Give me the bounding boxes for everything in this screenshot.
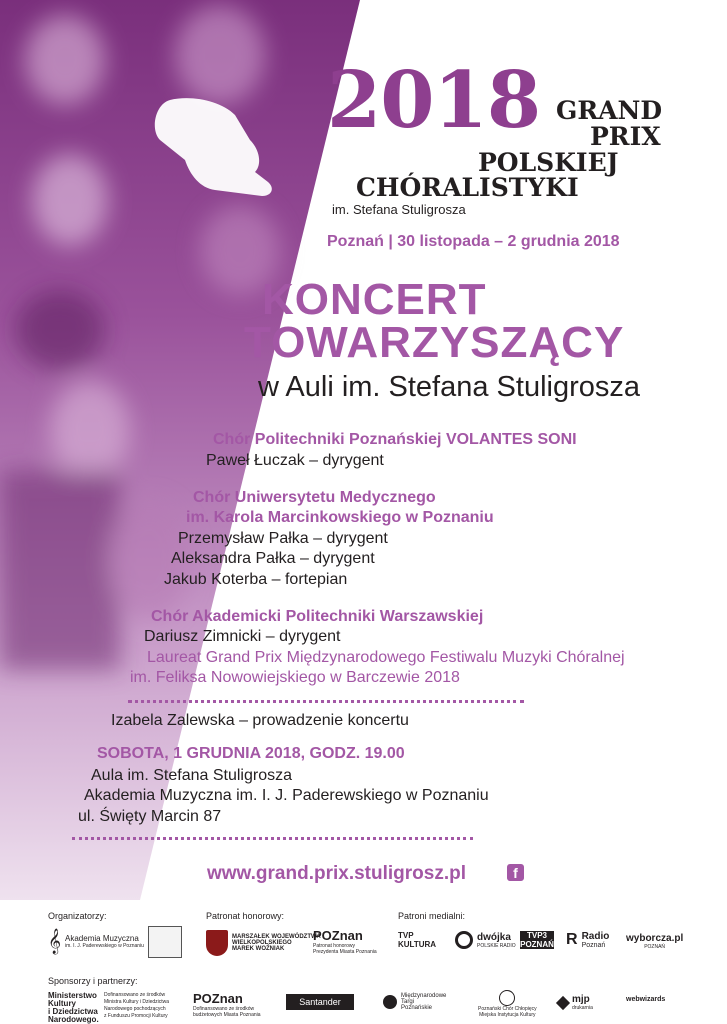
media-text: Radio xyxy=(581,931,610,942)
facebook-icon[interactable]: f xyxy=(507,864,524,881)
pcch-emblem-icon xyxy=(499,990,515,1006)
sponsor-logo-ministerstwo xyxy=(48,992,99,1024)
choir-2-name-line1: Chór Uniwersytetu Medycznego xyxy=(193,489,436,506)
event-address-line: ul. Święty Marcin 87 xyxy=(78,808,222,825)
sponsor-text: Kultury xyxy=(48,999,76,1008)
media-logo-tvp-kultura: TVP KULTURA xyxy=(398,931,437,949)
choir-2-name-line2: im. Karola Marcinkowskiego w Poznaniu xyxy=(186,509,494,526)
sponsor-logo-webwizards: webwizards xyxy=(626,996,666,1003)
choir-3-person: Dariusz Zimnicki – dyrygent xyxy=(144,628,341,645)
sponsor-text: POZnan xyxy=(193,991,243,1006)
media-logo-tvp3: TVP3 POZNAŃ xyxy=(520,931,554,949)
choir-3-name: Chór Akademicki Politechniki Warszawskiej xyxy=(151,608,484,625)
concert-title-line1: KONCERT xyxy=(262,275,487,324)
organizer-subname: im. I. J. Paderewskiego w Poznaniu xyxy=(65,942,144,949)
sponsor-logo-santander: Santander xyxy=(286,994,354,1010)
sponsor-text: Miejska Instytucja Kultury xyxy=(479,1012,536,1018)
title-choralistyki: CHÓRALISTYKI xyxy=(356,173,579,202)
title-grand: GRAND xyxy=(556,96,663,125)
choir-1-name: Chór Politechniki Poznańskiej VOLANTES SONI xyxy=(213,431,577,448)
media-text: POLSKIE RADIO xyxy=(477,942,516,949)
organizers-label: Organizatorzy: xyxy=(48,911,107,921)
media-text: Poznań xyxy=(581,942,606,949)
media-logo-dwojka xyxy=(455,931,516,949)
sponsor-logo-chor-chlopiecy xyxy=(478,990,537,1018)
honorary-logo-marszalek xyxy=(206,930,321,956)
year-title: 2018 xyxy=(327,55,541,146)
sponsor-text: Narodowego pochodzących xyxy=(104,1006,166,1012)
sponsor-text: Ministerstwo xyxy=(48,991,97,1000)
media-logo-radio-poznan xyxy=(566,931,609,949)
venue-title: w Auli im. Stefana Stuligrosza xyxy=(258,371,641,403)
sponsor-logo-mjp xyxy=(558,994,593,1011)
media-logo-wyborcza xyxy=(626,933,683,950)
mtp-circle-icon xyxy=(383,995,397,1009)
concert-title-line2: TOWARZYSZĄCY xyxy=(244,318,625,367)
title-prix: PRIX xyxy=(590,122,661,151)
sponsor-text: budżetowych Miasta Poznania xyxy=(193,1012,261,1018)
media-label: Patroni medialni: xyxy=(398,911,466,921)
sponsor-text: mjp xyxy=(572,994,590,1005)
choir-emblem-icon xyxy=(148,926,182,958)
choir-3-award-line2: im. Feliksa Nowowiejskiego w Barczewie 2018 xyxy=(130,669,460,686)
sponsor-text: Ministra Kultury i Dziedzictwa xyxy=(104,999,170,1005)
organizer-name: Akademia Muzyczna xyxy=(65,933,139,943)
sponsor-logo-mtp xyxy=(383,993,446,1011)
eagle-crest-icon xyxy=(206,930,228,956)
event-address-line: Aula im. Stefana Stuligrosza xyxy=(91,767,292,784)
choir-2-person: Przemysław Pałka – dyrygent xyxy=(178,530,388,547)
sponsors-label: Sponsorzy i partnerzy: xyxy=(48,976,138,986)
sponsor-text: z Funduszu Promocji Kultury xyxy=(104,1013,168,1019)
sponsor-note-ministerstwo xyxy=(104,992,169,1020)
website-link[interactable]: www.grand.prix.stuligrosz.pl xyxy=(207,863,466,884)
media-text: wyborcza.pl xyxy=(626,933,684,944)
honorary-text: WIELKOPOLSKIEGO xyxy=(232,940,292,946)
host-line: Izabela Zalewska – prowadzenie koncertu xyxy=(111,712,409,729)
sponsor-logo-poznan xyxy=(193,991,261,1018)
dotted-divider xyxy=(72,837,473,840)
radio-ring-icon xyxy=(455,931,473,949)
honorary-logo-poznan xyxy=(313,928,377,955)
choir-2-person: Jakub Koterba – fortepian xyxy=(164,571,348,588)
honorary-label: Patronat honorowy: xyxy=(206,911,285,921)
mjp-diamond-icon xyxy=(556,995,570,1009)
sponsor-text: Dofinansowano ze środków xyxy=(193,1006,255,1012)
event-address-line: Akademia Muzyczna im. I. J. Paderewskiego w Poznaniu xyxy=(84,787,489,804)
patron-name: im. Stefana Stuligrosza xyxy=(332,202,466,217)
honorary-text: Prezydenta Miasta Poznania xyxy=(313,949,377,955)
sponsor-text: drukarnia xyxy=(572,1005,593,1011)
sponsor-text: Poznański Chór Chłopięcy xyxy=(478,1006,537,1012)
dotted-divider xyxy=(128,700,524,703)
honorary-text: Patronat honorowy xyxy=(313,943,355,949)
sponsor-text: i Dziedzictwa xyxy=(48,1007,98,1016)
media-text: POZNAŃ xyxy=(644,944,666,950)
sponsor-text: Międzynarodowe xyxy=(401,993,447,999)
media-text: dwójka xyxy=(477,931,511,943)
title-polskiej: POLSKIEJ xyxy=(478,148,619,177)
honorary-text: MAREK WOŹNIAK xyxy=(232,946,285,952)
choir-1-person: Paweł Łuczak – dyrygent xyxy=(206,452,384,469)
sponsor-text: Dofinansowano ze środków xyxy=(104,992,166,998)
choir-3-award-line1: Laureat Grand Prix Międzynarodowego Festiwalu Muzyki Chóralnej xyxy=(147,649,625,666)
treble-clef-icon: 𝄞 xyxy=(48,928,62,953)
sponsor-text: Targi xyxy=(401,999,415,1005)
sponsor-text: Poznańskie xyxy=(401,1005,433,1011)
honorary-text: MARSZAŁEK WOJEWÓDZTWA xyxy=(232,934,321,940)
radio-r-icon: R xyxy=(566,931,578,948)
choir-2-person: Aleksandra Pałka – dyrygent xyxy=(171,550,375,567)
festival-dates: Poznań | 30 listopada – 2 grudnia 2018 xyxy=(327,233,620,250)
event-datetime: SOBOTA, 1 GRUDNIA 2018, GODZ. 19.00 xyxy=(97,745,405,762)
poznan-logo-text: POZnan xyxy=(313,928,363,943)
organizer-logo-akademia xyxy=(48,928,148,954)
sponsor-text: Narodowego. xyxy=(48,1015,99,1024)
